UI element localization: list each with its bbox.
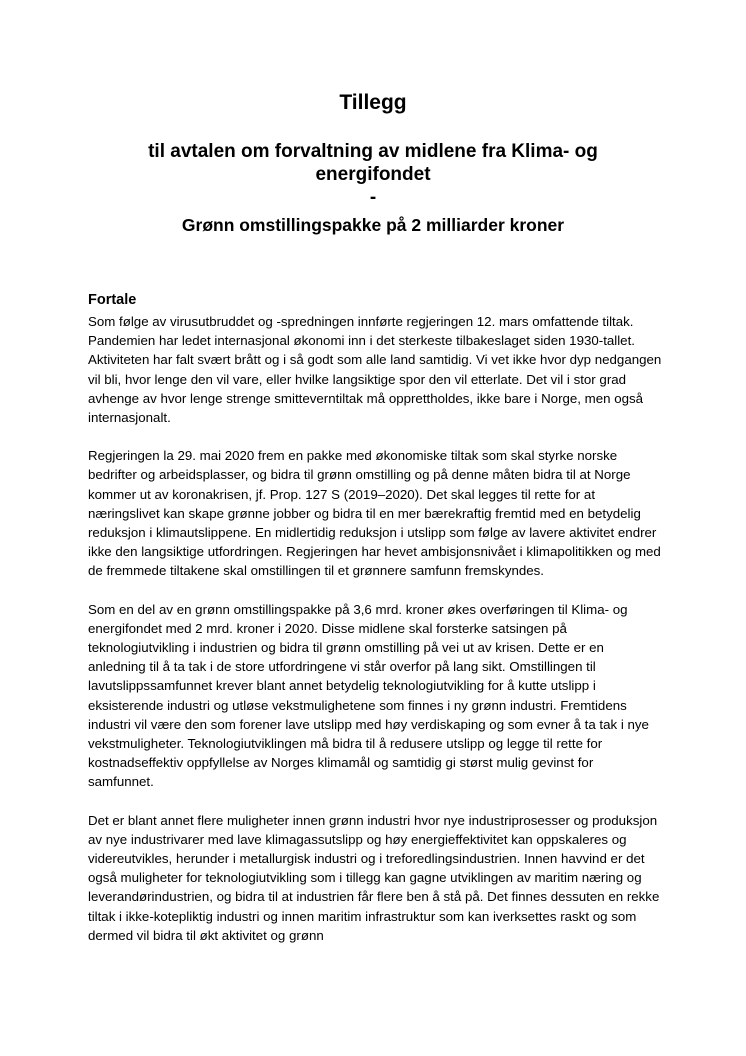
paragraph-4: Det er blant annet flere muligheter innen grønn industri hvor nye industriprosesser og produksjon av nye industrivarer med lave klimagassutslipp og høy energieffektivitet kan oppskaleres og videreutvikles, herunder i metallurgisk industri og i treforedlingsindustrien. Innen havvind er det også muligheter for teknologiutvikling som i tillegg kan gagne utviklingen av maritim næring og leverandørindustrien, og bidra til at industrien får flere ben å stå på. Det finnes dessuten en rekke tiltak i ikke-kotepliktig industri og innen maritim infrastruktur som kan iverksettes raskt og som dermed vil bidra til økt aktivitet og grønn bbox=[88, 812, 660, 943]
title-separator-dash: - bbox=[369, 187, 377, 208]
paragraph-3: Som en del av en grønn omstillingspakke på 3,6 mrd. kroner økes overføringen til Klima- og energifondet med 2 mrd. kroner i 2020. Disse midlene skal forsterke satsingen på teknologiutvikling i industrien og bidra til grønn omstilling på vei ut av krisen. Dette er en anledning til å ta tak i de store utfordringene vi står overfor på lang sikt. Omstillingen til lavutslippssamfunnet krever blant annet betydelig teknologiutvikling for å kutte utslipp i eksisterende industri og utløse vekstmulighetene som finnes i ny grønn industri. Fremtidens industri vil være den som forener lave utslipp med høy verdiskaping og som evner å ta tak i nye vekstmuligheter. Teknologiutviklingen må bidra til å redusere utslipp og legge til rette for kostnadseffektiv oppfyllelse av Norges klimamål og samtidig gi størst mulig gevinst for samfunnet. bbox=[88, 601, 649, 790]
paragraph-2: Regjeringen la 29. mai 2020 frem en pakke med økonomiske tiltak som skal styrke norske bedrifter og arbeidsplasser, og bidra til grønn omstilling og på denne måten bidra til at Norge kommer ut av koronakrisen, jf. Prop. 127 S (2019–2020). Det skal legges til rette for at næringslivet kan skape grønne jobber og bidra til en mer bærekraftig fremtid med en betydelig reduksjon i klimautslippene. En midlertidig reduksjon i utslipp som følge av lavere aktivitet endrer ikke den langsiktige utfordringen. Regjeringen har hevet ambisjonsnivået i klimapolitikken og med de fremmede tiltakene skal omstillingen til et grønnere samfunn fremskyndes. bbox=[88, 448, 661, 579]
document-subtitle: til avtalen om forvaltning av midlene fra Klima- og energifondet bbox=[148, 141, 598, 185]
section-heading: Fortale bbox=[88, 292, 137, 308]
preface-section bbox=[88, 290, 662, 964]
paragraph-1: Som følge av virusutbruddet og -spredningen innførte regjeringen 12. mars omfattende tiltak. Pandemien har ledet internasjonal økonomi inn i det sterkeste tilbakeslaget siden 1930-tallet. Aktiviteten har falt svært brått og i så godt som alle land samtidig. Vi vet ikke hvor dyp nedgangen vil bli, hvor lenge den vil vare, eller hvilke langsiktige spor den vil etterlate. Det vil i stor grad avhenge av hvor lenge strenge smitteverntiltak må opprettholdes, ikke bare i Norge, men også internasjonalt. bbox=[88, 314, 662, 426]
package-title: Grønn omstillingspakke på 2 milliarder kroner bbox=[181, 215, 565, 235]
document-title: Tillegg bbox=[339, 91, 407, 114]
